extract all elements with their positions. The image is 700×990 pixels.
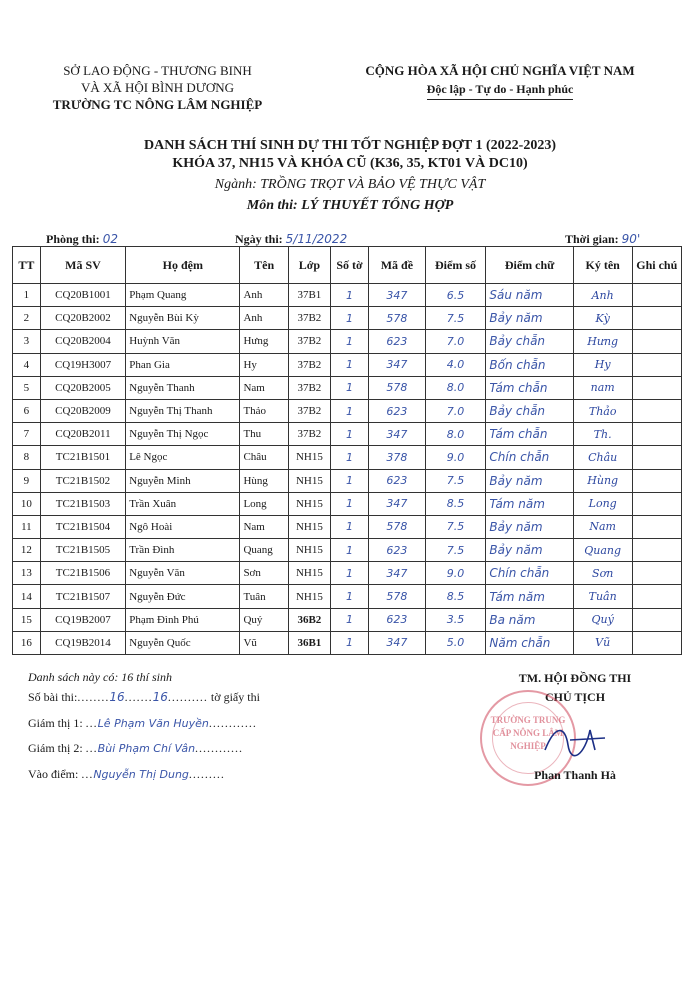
- cell-first-name: Sơn: [240, 562, 288, 585]
- cell-tt: 12: [13, 539, 41, 562]
- cell-score-words: Bảy năm: [486, 539, 573, 562]
- cell-student-id: CQ20B2004: [40, 330, 125, 353]
- cell-score: 9.0: [425, 446, 486, 469]
- cell-student-id: TC21B1505: [40, 539, 125, 562]
- cell-sheets: 1: [330, 469, 368, 492]
- cell-middle-name: Trần Xuân: [126, 492, 240, 515]
- cell-signature: Châu: [573, 446, 632, 469]
- papers-count-label: Số bài thi:: [28, 690, 78, 704]
- cell-sheets: 1: [330, 284, 368, 307]
- cell-exam-code: 347: [369, 353, 426, 376]
- cell-class: 37B2: [288, 353, 330, 376]
- cell-student-id: TC21B1503: [40, 492, 125, 515]
- col-header-sheets: Số tờ: [330, 247, 368, 284]
- cell-class: NH15: [288, 492, 330, 515]
- chairman-signature: [540, 720, 610, 760]
- chairman-name: Phan Thanh Hà: [534, 768, 616, 782]
- cell-student-id: CQ19H3007: [40, 353, 125, 376]
- cell-signature: Nam: [573, 515, 632, 538]
- cell-sheets: 1: [330, 330, 368, 353]
- exam-room-value: 02: [102, 232, 118, 246]
- score-entry: Vào điểm: ...Nguyễn Thị Dung.........: [28, 767, 225, 781]
- cell-sheets: 1: [330, 353, 368, 376]
- cell-middle-name: Nguyễn Đức: [126, 585, 240, 608]
- table-row: [13, 539, 682, 562]
- table-row: [13, 330, 682, 353]
- exam-date-value: 5/11/2022: [285, 232, 348, 246]
- col-header-tt: TT: [13, 247, 41, 284]
- cell-first-name: Quang: [240, 539, 288, 562]
- cell-middle-name: Phạm Quang: [126, 284, 240, 307]
- cell-middle-name: Nguyễn Văn: [126, 562, 240, 585]
- council-title: TM. HỘI ĐỒNG THI: [518, 671, 632, 685]
- proctor-1: Giám thị 1: ...Lê Phạm Văn Huyền............: [28, 716, 257, 730]
- papers-count: Số bài thi:........16.......16.......... tờ giấy thi: [28, 690, 260, 704]
- cell-student-id: CQ20B2009: [40, 399, 125, 422]
- cell-sheets: 1: [330, 608, 368, 631]
- cell-sheets: 1: [330, 307, 368, 330]
- cell-first-name: Nam: [240, 515, 288, 538]
- header-school-name: TRƯỜNG TC NÔNG LÂM NGHIỆP: [52, 97, 263, 112]
- table-row: [13, 353, 682, 376]
- cell-notes: [632, 399, 682, 422]
- proctor-2: Giám thị 2: ...Bùi Phạm Chí Vân............: [28, 741, 244, 755]
- cell-tt: 2: [13, 307, 41, 330]
- cell-score: 3.5: [425, 608, 486, 631]
- cell-class: 37B2: [288, 330, 330, 353]
- cell-first-name: Quý: [240, 608, 288, 631]
- cell-first-name: Anh: [240, 307, 288, 330]
- score-entry-label: Vào điểm:: [28, 767, 79, 781]
- cell-score: 7.5: [425, 469, 486, 492]
- candidate-count: Danh sách này có: 16 thí sinh: [28, 670, 172, 684]
- cell-sheets: 1: [330, 585, 368, 608]
- table-header-row: [13, 247, 682, 284]
- cell-score: 8.0: [425, 376, 486, 399]
- cell-class: 37B1: [288, 284, 330, 307]
- cell-score-words: Tám năm: [486, 585, 573, 608]
- cell-middle-name: Nguyễn Thanh: [126, 376, 240, 399]
- cell-exam-code: 347: [369, 492, 426, 515]
- col-header-score-words: Điểm chữ: [486, 247, 573, 284]
- table-row: [13, 399, 682, 422]
- cell-sheets: 1: [330, 562, 368, 585]
- cell-middle-name: Nguyễn Bùi Kỳ: [126, 307, 240, 330]
- cell-score: 7.0: [425, 330, 486, 353]
- doc-major: Ngành: TRỒNG TRỌT VÀ BẢO VỆ THỰC VẬT: [214, 177, 486, 192]
- cell-notes: [632, 631, 682, 654]
- cell-sheets: 1: [330, 539, 368, 562]
- cell-exam-code: 623: [369, 608, 426, 631]
- cell-first-name: Hùng: [240, 469, 288, 492]
- cell-score: 7.5: [425, 307, 486, 330]
- table-row: [13, 469, 682, 492]
- cell-class: NH15: [288, 446, 330, 469]
- table-row: [13, 423, 682, 446]
- cell-score: 7.0: [425, 399, 486, 422]
- exam-room: [46, 232, 118, 247]
- cell-middle-name: Phạm Đình Phú: [126, 608, 240, 631]
- cell-student-id: CQ20B2011: [40, 423, 125, 446]
- papers-count-sheets: 16: [152, 690, 168, 704]
- cell-notes: [632, 330, 682, 353]
- cell-signature: Anh: [573, 284, 632, 307]
- cell-notes: [632, 353, 682, 376]
- score-entry-signature: Nguyễn Thị Dung: [93, 768, 189, 781]
- cell-middle-name: Nguyễn Thị Ngọc: [126, 423, 240, 446]
- cell-class: NH15: [288, 585, 330, 608]
- cell-score: 8.5: [425, 585, 486, 608]
- cell-middle-name: Nguyễn Minh: [126, 469, 240, 492]
- cell-tt: 3: [13, 330, 41, 353]
- cell-exam-code: 347: [369, 284, 426, 307]
- exam-room-label: Phòng thi:: [46, 232, 100, 246]
- cell-score-words: Bảy chẵn: [486, 330, 573, 353]
- cell-student-id: TC21B1502: [40, 469, 125, 492]
- cell-class: 36B2: [288, 608, 330, 631]
- header-motto: Độc lập - Tự do - Hạnh phúc: [427, 80, 574, 100]
- doc-title-line2: KHÓA 37, NH15 VÀ KHÓA CŨ (K36, 35, KT01 VÀ DC10): [172, 156, 528, 171]
- cell-score: 7.5: [425, 515, 486, 538]
- cell-first-name: Tuân: [240, 585, 288, 608]
- exam-duration-value: 90': [621, 232, 641, 246]
- cell-signature: Vũ: [573, 631, 632, 654]
- header-agency: [30, 62, 285, 113]
- col-header-class: Lớp: [288, 247, 330, 284]
- cell-score: 9.0: [425, 562, 486, 585]
- cell-middle-name: Phan Gia: [126, 353, 240, 376]
- cell-exam-code: 623: [369, 399, 426, 422]
- cell-middle-name: Nguyễn Thị Thanh: [126, 399, 240, 422]
- cell-score: 5.0: [425, 631, 486, 654]
- cell-notes: [632, 446, 682, 469]
- cell-tt: 7: [13, 423, 41, 446]
- table-row: [13, 515, 682, 538]
- table-row: [13, 585, 682, 608]
- cell-tt: 13: [13, 562, 41, 585]
- cell-signature: Thảo: [573, 399, 632, 422]
- cell-exam-code: 578: [369, 515, 426, 538]
- cell-score: 7.5: [425, 539, 486, 562]
- cell-score: 6.5: [425, 284, 486, 307]
- cell-class: 37B2: [288, 376, 330, 399]
- cell-notes: [632, 376, 682, 399]
- cell-tt: 15: [13, 608, 41, 631]
- cell-sheets: 1: [330, 376, 368, 399]
- cell-exam-code: 347: [369, 562, 426, 585]
- exam-duration-label: Thời gian:: [565, 232, 619, 246]
- cell-sheets: 1: [330, 492, 368, 515]
- council-chair-title: CHỦ TỊCH: [544, 690, 606, 704]
- cell-exam-code: 347: [369, 423, 426, 446]
- cell-tt: 11: [13, 515, 41, 538]
- cell-sheets: 1: [330, 423, 368, 446]
- cell-tt: 10: [13, 492, 41, 515]
- cell-signature: Th.: [573, 423, 632, 446]
- col-header-signature: Ký tên: [573, 247, 632, 284]
- col-header-middle-name: Họ đệm: [126, 247, 240, 284]
- table-row: [13, 446, 682, 469]
- cell-tt: 9: [13, 469, 41, 492]
- cell-score-words: Sáu năm: [486, 284, 573, 307]
- cell-score: 8.5: [425, 492, 486, 515]
- cell-exam-code: 347: [369, 631, 426, 654]
- cell-signature: Kỳ: [573, 307, 632, 330]
- cell-notes: [632, 307, 682, 330]
- cell-signature: Sơn: [573, 562, 632, 585]
- table-row: [13, 608, 682, 631]
- cell-notes: [632, 585, 682, 608]
- cell-first-name: Anh: [240, 284, 288, 307]
- proctor-2-label: Giám thị 2:: [28, 741, 83, 755]
- cell-sheets: 1: [330, 515, 368, 538]
- cell-notes: [632, 562, 682, 585]
- cell-notes: [632, 515, 682, 538]
- cell-signature: Hùng: [573, 469, 632, 492]
- cell-notes: [632, 423, 682, 446]
- cell-tt: 5: [13, 376, 41, 399]
- cell-first-name: Hy: [240, 353, 288, 376]
- cell-tt: 6: [13, 399, 41, 422]
- cell-student-id: CQ20B1001: [40, 284, 125, 307]
- cell-score-words: Bảy năm: [486, 515, 573, 538]
- table-row: [13, 562, 682, 585]
- cell-first-name: Nam: [240, 376, 288, 399]
- cell-middle-name: Huỳnh Văn: [126, 330, 240, 353]
- cell-class: 37B2: [288, 307, 330, 330]
- header-agency-line2: VÀ XÃ HỘI BÌNH DƯƠNG: [80, 80, 235, 95]
- exam-duration: [565, 232, 640, 247]
- cell-student-id: TC21B1501: [40, 446, 125, 469]
- cell-exam-code: 378: [369, 446, 426, 469]
- cell-score-words: Ba năm: [486, 608, 573, 631]
- cell-signature: nam: [573, 376, 632, 399]
- cell-signature: Quang: [573, 539, 632, 562]
- header-republic: [340, 62, 660, 100]
- cell-first-name: Long: [240, 492, 288, 515]
- cell-first-name: Châu: [240, 446, 288, 469]
- table-body: [13, 284, 682, 655]
- cell-class: 37B2: [288, 399, 330, 422]
- cell-score-words: Chín chẵn: [486, 562, 573, 585]
- cell-exam-code: 578: [369, 376, 426, 399]
- cell-student-id: TC21B1506: [40, 562, 125, 585]
- cell-tt: 16: [13, 631, 41, 654]
- cell-exam-code: 623: [369, 469, 426, 492]
- table-row: [13, 631, 682, 654]
- cell-student-id: CQ20B2002: [40, 307, 125, 330]
- cell-middle-name: Nguyễn Quốc: [126, 631, 240, 654]
- cell-score-words: Năm chẵn: [486, 631, 573, 654]
- col-header-exam-code: Mã đề: [369, 247, 426, 284]
- cell-student-id: TC21B1507: [40, 585, 125, 608]
- cell-exam-code: 578: [369, 585, 426, 608]
- cell-middle-name: Ngô Hoài: [126, 515, 240, 538]
- cell-tt: 14: [13, 585, 41, 608]
- cell-signature: Tuân: [573, 585, 632, 608]
- cell-score-words: Bảy năm: [486, 307, 573, 330]
- doc-subject: Môn thi: LÝ THUYẾT TỔNG HỢP: [246, 198, 454, 213]
- cell-middle-name: Lê Ngọc: [126, 446, 240, 469]
- cell-first-name: Thảo: [240, 399, 288, 422]
- cell-middle-name: Trần Đình: [126, 539, 240, 562]
- cell-class: NH15: [288, 539, 330, 562]
- doc-title-line1: DANH SÁCH THÍ SINH DỰ THI TỐT NGHIỆP ĐỢT 1 (2022-2023): [143, 138, 557, 153]
- cell-score-words: Chín chẵn: [486, 446, 573, 469]
- cell-notes: [632, 492, 682, 515]
- cell-class: 36B1: [288, 631, 330, 654]
- table-row: [13, 376, 682, 399]
- candidate-table: [12, 246, 682, 655]
- cell-first-name: Thu: [240, 423, 288, 446]
- cell-exam-code: 578: [369, 307, 426, 330]
- cell-score-words: Bốn chẵn: [486, 353, 573, 376]
- cell-student-id: TC21B1504: [40, 515, 125, 538]
- cell-score: 4.0: [425, 353, 486, 376]
- proctor-1-signature: Lê Phạm Văn Huyền: [97, 717, 209, 730]
- seal-text: TRƯỜNG TRUNG CẤP NÔNG LÂM NGHIỆP: [490, 715, 566, 751]
- cell-signature: Long: [573, 492, 632, 515]
- cell-exam-code: 623: [369, 330, 426, 353]
- cell-notes: [632, 469, 682, 492]
- cell-sheets: 1: [330, 631, 368, 654]
- cell-sheets: 1: [330, 399, 368, 422]
- cell-exam-code: 623: [369, 539, 426, 562]
- cell-score-words: Tám chẵn: [486, 376, 573, 399]
- table-row: [13, 307, 682, 330]
- exam-date-label: Ngày thi:: [235, 232, 283, 246]
- cell-student-id: CQ19B2014: [40, 631, 125, 654]
- col-header-notes: Ghi chú: [632, 247, 682, 284]
- cell-student-id: CQ20B2005: [40, 376, 125, 399]
- col-header-first-name: Tên: [240, 247, 288, 284]
- cell-score-words: Bảy năm: [486, 469, 573, 492]
- proctor-2-signature: Bùi Phạm Chí Vân: [97, 742, 196, 755]
- table-row: [13, 284, 682, 307]
- cell-notes: [632, 608, 682, 631]
- cell-class: NH15: [288, 515, 330, 538]
- cell-tt: 8: [13, 446, 41, 469]
- cell-tt: 4: [13, 353, 41, 376]
- header-republic-name: CỘNG HÒA XÃ HỘI CHỦ NGHĨA VIỆT NAM: [365, 63, 635, 78]
- cell-student-id: CQ19B2007: [40, 608, 125, 631]
- header-agency-line1: SỞ LAO ĐỘNG - THƯƠNG BINH: [63, 63, 252, 78]
- papers-count-value: 16: [109, 690, 125, 704]
- cell-score-words: Tám chẵn: [486, 423, 573, 446]
- cell-class: 37B2: [288, 423, 330, 446]
- cell-score-words: Tám năm: [486, 492, 573, 515]
- cell-notes: [632, 539, 682, 562]
- table-row: [13, 492, 682, 515]
- cell-tt: 1: [13, 284, 41, 307]
- col-header-student-id: Mã SV: [40, 247, 125, 284]
- proctor-1-label: Giám thị 1:: [28, 716, 83, 730]
- papers-count-suffix: tờ giấy thi: [210, 690, 260, 704]
- cell-signature: Hy: [573, 353, 632, 376]
- exam-date: [235, 232, 347, 247]
- cell-class: NH15: [288, 469, 330, 492]
- cell-first-name: Hưng: [240, 330, 288, 353]
- cell-score-words: Bảy chẵn: [486, 399, 573, 422]
- cell-class: NH15: [288, 562, 330, 585]
- cell-notes: [632, 284, 682, 307]
- cell-first-name: Vũ: [240, 631, 288, 654]
- cell-score: 8.0: [425, 423, 486, 446]
- cell-signature: Quý: [573, 608, 632, 631]
- col-header-score: Điểm số: [425, 247, 486, 284]
- cell-signature: Hưng: [573, 330, 632, 353]
- cell-sheets: 1: [330, 446, 368, 469]
